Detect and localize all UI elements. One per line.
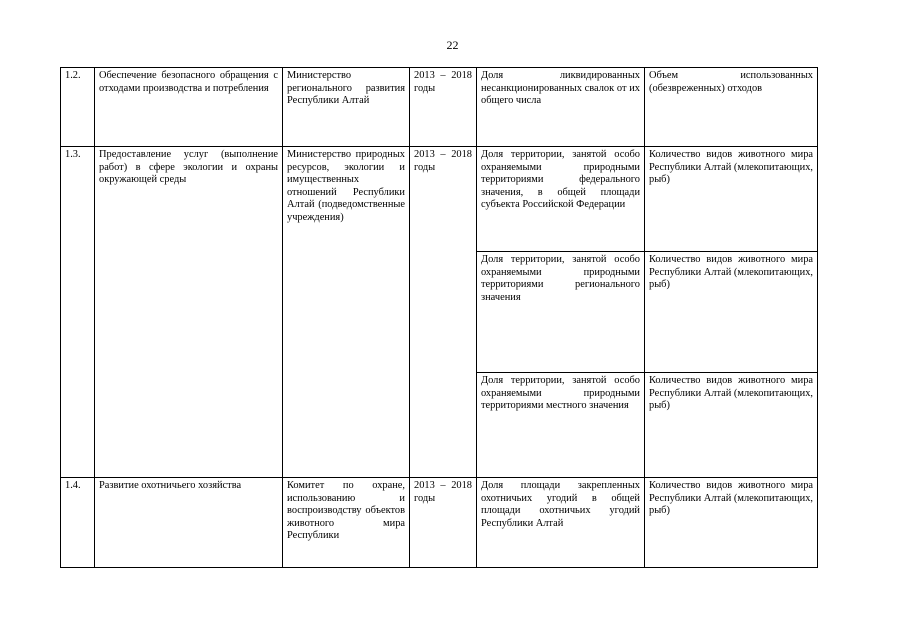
indicator-cell: Доля территории, занятой особо охраняемыми природными территориями местного значения (477, 373, 645, 478)
activity-cell: Развитие охотничьего хозяйства (95, 478, 283, 568)
table-row (61, 147, 818, 252)
table-row (61, 478, 818, 568)
executor-cell: Министерство регионального развития Республики Алтай (283, 68, 410, 147)
activity-cell: Предоставление услуг (выполнение работ) в сфере экологии и охраны окружающей среды (95, 147, 283, 478)
result-cell: Объем использованных (обезвреженных) отходов (645, 68, 818, 147)
indicator-cell: Доля территории, занятой особо охраняемыми природными территориями регионального значения (477, 252, 645, 373)
period-cell: 2013 – 2018 годы (410, 147, 477, 478)
row-number: 1.2. (61, 68, 95, 147)
result-cell: Количество видов животного мира Республики Алтай (млекопитающих, рыб) (645, 147, 818, 252)
period-cell: 2013 – 2018 годы (410, 478, 477, 568)
indicator-cell: Доля площади закрепленных охотничьих угодий в общей площади охотничьих угодий Республики Алтай (477, 478, 645, 568)
result-cell: Количество видов животного мира Республики Алтай (млекопитающих, рыб) (645, 373, 818, 478)
table-row (61, 68, 818, 147)
executor-cell: Министерство природных ресурсов, экологии и имущественных отношений Республики Алтай (подведомственные учреждения) (283, 147, 410, 478)
indicator-cell: Доля территории, занятой особо охраняемыми природными территориями федерального значения, в общей площади субъекта Российской Федерации (477, 147, 645, 252)
result-cell: Количество видов животного мира Республики Алтай (млекопитающих, рыб) (645, 478, 818, 568)
row-number: 1.3. (61, 147, 95, 478)
activity-cell: Обеспечение безопасного обращения с отходами производства и потребления (95, 68, 283, 147)
period-cell: 2013 – 2018 годы (410, 68, 477, 147)
program-table (60, 67, 818, 568)
row-number: 1.4. (61, 478, 95, 568)
result-cell: Количество видов животного мира Республики Алтай (млекопитающих, рыб) (645, 252, 818, 373)
indicator-cell: Доля ликвидированных несанкционированных свалок от их общего числа (477, 68, 645, 147)
page-number: 22 (446, 38, 459, 52)
executor-cell: Комитет по охране, использованию и воспроизводству объектов животного мира Республики (283, 478, 410, 568)
